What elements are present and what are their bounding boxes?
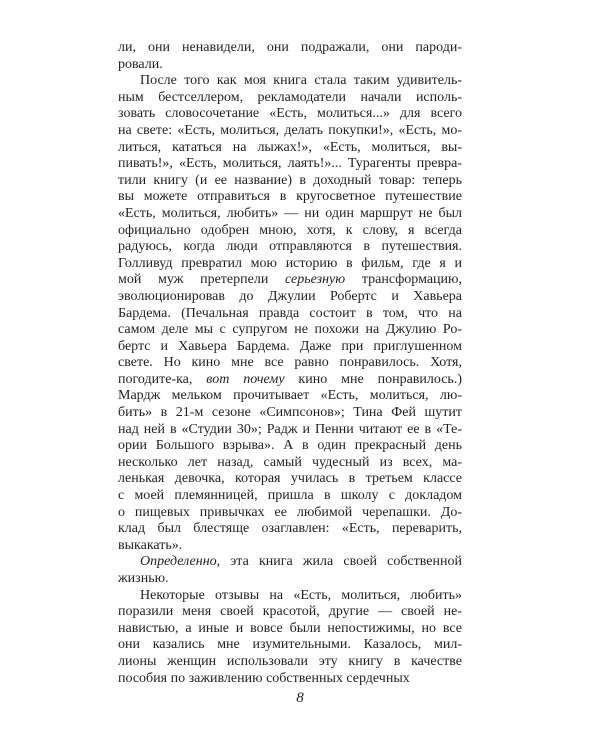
text-line	[118, 671, 462, 688]
text-run: над ней в «Студии 30»; Радж и Пенни читают ее в «Те-	[118, 421, 462, 437]
text-run: бить» в 21-м сезоне «Симпсонов»; Тина Фей шутит	[118, 405, 462, 421]
text-run: несколько лет назад, самый чудесный из всех, ма-	[118, 454, 462, 470]
text-run: Голливуд превратил мою историю в фильм, где я и	[118, 255, 462, 271]
text-run: трансформацию,	[345, 272, 462, 288]
text-line	[118, 604, 462, 621]
text-line	[118, 637, 462, 654]
text-line	[118, 173, 462, 190]
text-run: о пищевых привычках ее любимой черепашки. До-	[118, 504, 462, 520]
text-line	[118, 521, 462, 538]
text-run: на свете: «Есть, молиться, делать покупки!», «Есть, мо-	[118, 122, 462, 138]
text-line	[118, 339, 462, 356]
text-run: кино мне понравилось.)	[284, 371, 462, 387]
text-run: «Есть, молиться, любить» — ни один маршрут не был	[118, 205, 462, 221]
text-line	[118, 123, 462, 140]
text-line	[118, 554, 462, 571]
text-run: литься, кататься на лыжах!», «Есть, молиться, вы-	[118, 139, 462, 155]
text-run: погодите-ка,	[118, 371, 207, 387]
text-line	[118, 140, 462, 157]
text-line	[118, 57, 462, 74]
text-run: , эта книга жила своей собственной	[216, 554, 462, 570]
text-line	[118, 156, 462, 173]
text-line	[118, 621, 462, 638]
paragraph	[118, 40, 462, 73]
text-line	[118, 189, 462, 206]
text-run: мой муж претерпели	[118, 272, 285, 288]
text-line	[118, 388, 462, 405]
italic-text: Определенно	[140, 554, 217, 570]
text-line	[118, 588, 462, 605]
text-run: ленькая девочка, которая училась в третьем классе	[118, 471, 462, 487]
text-run: клад был блестяще озаглавлен: «Есть, переварить,	[118, 521, 462, 537]
text-line	[118, 289, 462, 306]
text-run: лионы женщин использовали эту книгу в качестве	[118, 653, 462, 669]
text-run: самом деле мы с супругом не похожи на Джулию Ро-	[118, 322, 462, 338]
text-line	[118, 239, 462, 256]
text-line	[118, 272, 462, 289]
text-line	[118, 538, 462, 555]
text-line	[118, 488, 462, 505]
text-line	[118, 405, 462, 422]
text-line	[118, 505, 462, 522]
text-line	[118, 372, 462, 389]
text-run: ли, они ненавидели, они подражали, они пароди-	[118, 40, 462, 55]
text-run: выкакать».	[118, 537, 183, 553]
text-line	[118, 256, 462, 273]
text-run: зовать словосочетание «Есть, молиться...» для всего	[118, 106, 462, 122]
text-line	[118, 571, 462, 588]
text-run: Бардема. (Печальная правда состоит в том, что на	[118, 305, 462, 321]
text-run: бертс и Хавьера Бардема. Даже при приглушенном	[118, 338, 462, 354]
text-run: официально одобрен мною, хотя, к слову, я всегда	[118, 222, 462, 238]
text-line	[118, 90, 462, 107]
text-run: свете. Но кино мне все равно понравилось. Хотя,	[118, 355, 462, 371]
text-run: Мардж мельком прочитывает «Есть, молиться, лю-	[118, 388, 462, 404]
text-line	[118, 223, 462, 240]
paragraph	[118, 588, 462, 688]
paragraph	[118, 73, 462, 554]
text-run: пособия по заживлению собственных сердечных	[118, 670, 410, 686]
text-line	[118, 422, 462, 439]
page-number: 8	[296, 690, 304, 706]
text-run: навистью, а иные и вовсе были непостижимы, но все	[118, 620, 462, 636]
text-run: эволюционировав до Джулии Робертс и Хавьера	[118, 288, 462, 304]
text-line	[118, 355, 462, 372]
text-run: ровали.	[118, 56, 163, 72]
paragraph	[118, 554, 462, 587]
text-line	[118, 654, 462, 671]
body-text	[118, 40, 462, 687]
text-run: они казались мне изумительными. Казалось, мил-	[118, 637, 462, 653]
text-run: тили книгу (и ее название) в доходный товар: теперь	[118, 172, 462, 188]
text-line	[118, 438, 462, 455]
text-line	[118, 206, 462, 223]
text-line	[118, 322, 462, 339]
text-run: радуюсь, когда люди отправляются в путешествия.	[118, 239, 462, 255]
text-run: После того как моя книга стала таким удивитель-	[140, 73, 462, 89]
text-run: с моей племянницей, пришла в школу с докладом	[118, 488, 462, 504]
text-run: жизнью.	[118, 571, 169, 586]
text-run: Некоторые отзывы на «Есть, молиться, любить»	[140, 587, 462, 603]
text-line	[118, 106, 462, 123]
text-run: вы можете отправиться в кругосветное путешествие	[118, 189, 462, 205]
text-line	[118, 455, 462, 472]
text-run: поразили меня своей красотой, другие — своей не-	[118, 604, 462, 620]
text-run: ным бестселлером, рекламодатели начали исполь-	[118, 89, 462, 105]
text-line	[118, 471, 462, 488]
text-line	[118, 306, 462, 323]
text-line	[118, 40, 462, 57]
text-run: пивать!», «Есть, молиться, лаять!»... Турагенты преврa-	[118, 156, 462, 172]
italic-text: вот почему	[206, 371, 285, 387]
text-line	[118, 73, 462, 90]
italic-text: серьезную	[285, 272, 346, 288]
text-run: ории Большого взрыва». А в один прекрасный день	[118, 438, 462, 454]
